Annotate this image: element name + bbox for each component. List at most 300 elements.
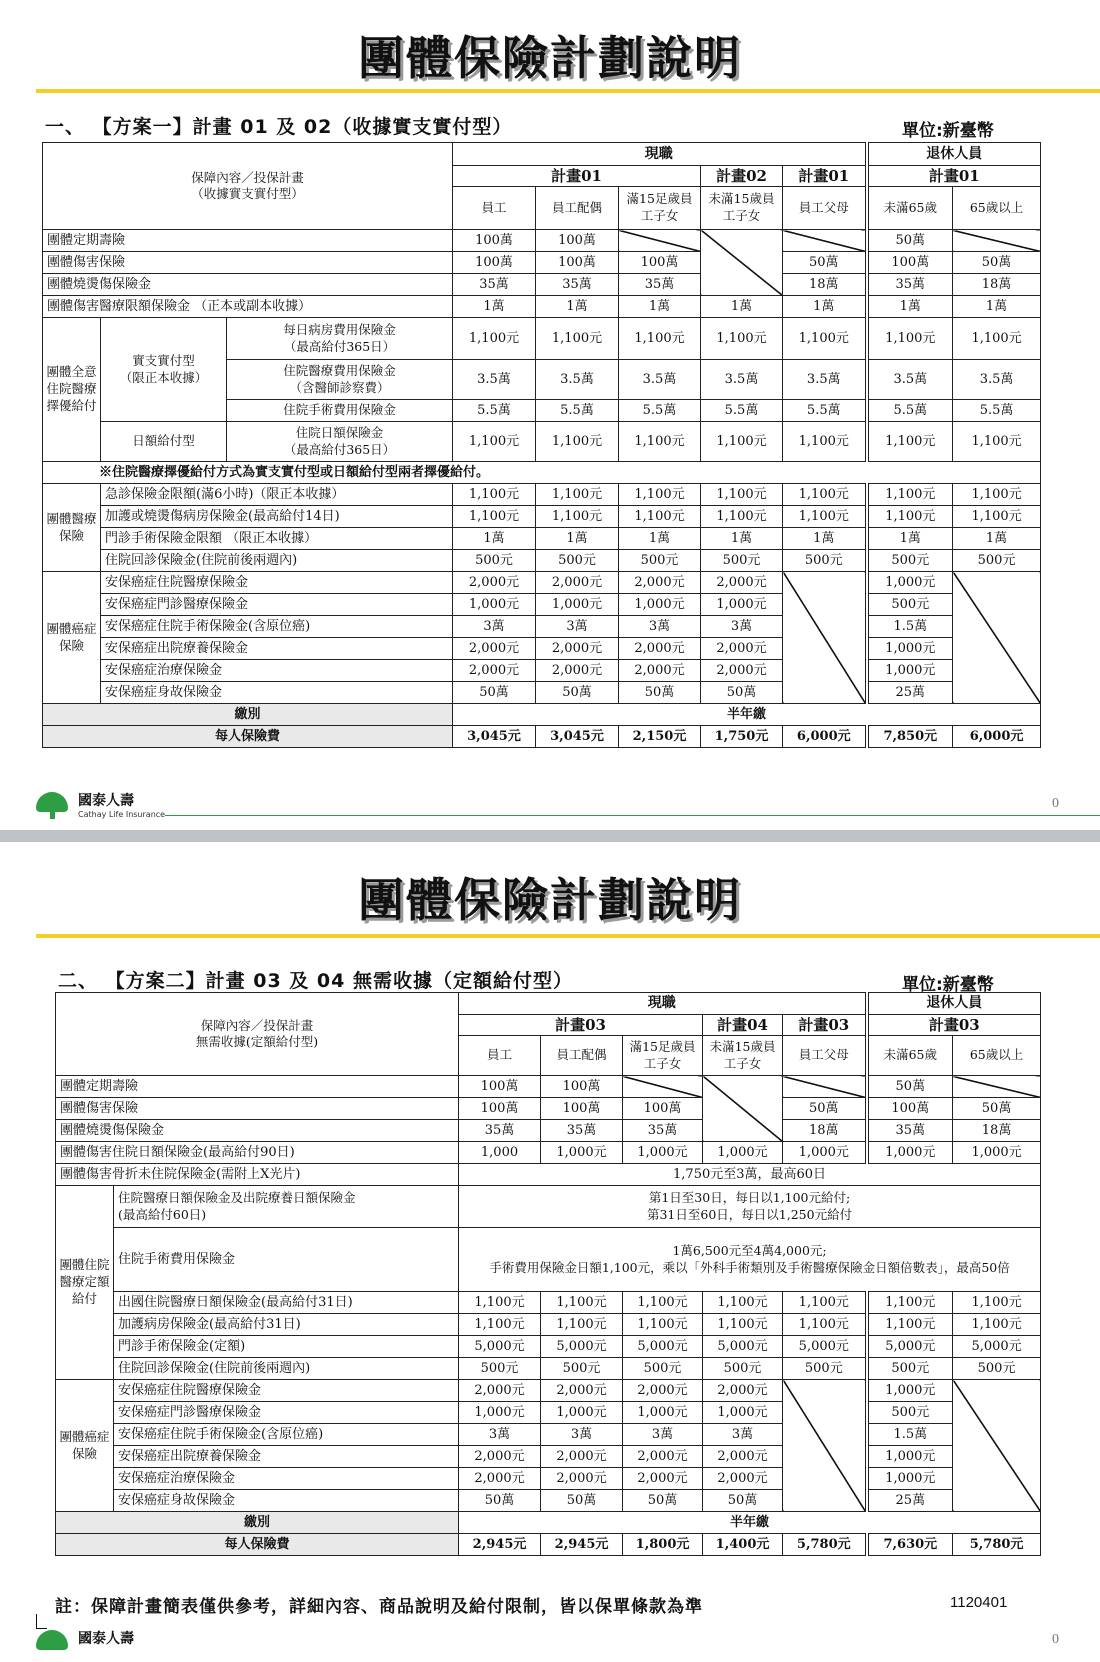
cell: 50萬 bbox=[453, 682, 536, 704]
table-row bbox=[56, 1446, 1041, 1468]
cell: 2,000元 bbox=[536, 572, 619, 594]
cell: 1.5萬 bbox=[867, 616, 953, 638]
payment-row bbox=[56, 1512, 1041, 1534]
cell: 50萬 bbox=[867, 230, 953, 252]
cell: 1,000元 bbox=[623, 1402, 703, 1424]
cell: 1,100元 bbox=[953, 484, 1041, 506]
company-logo bbox=[36, 790, 196, 824]
not-applicable-cell bbox=[953, 1380, 1041, 1512]
page-title: 團體保險計劃說明 bbox=[358, 873, 742, 927]
cell: 1,100元 bbox=[953, 506, 1041, 528]
row-label: 門診手術保險金(定額) bbox=[114, 1336, 459, 1358]
retired-header: 退休人員 bbox=[867, 993, 1041, 1015]
cell: 3萬 bbox=[541, 1424, 623, 1446]
col-header: 未滿65歲 bbox=[867, 187, 953, 230]
cell: 1萬 bbox=[953, 528, 1041, 550]
row-label: 安保癌症身故保險金 bbox=[114, 1490, 459, 1512]
cell: 18萬 bbox=[783, 274, 867, 296]
cell: 2,000元 bbox=[453, 638, 536, 660]
cell: 1,000元 bbox=[536, 594, 619, 616]
company-logo bbox=[36, 1628, 196, 1662]
cell: 1,100元 bbox=[623, 1292, 703, 1314]
payment-value: 半年繳 bbox=[453, 704, 1041, 726]
cell: 1,000元 bbox=[867, 572, 953, 594]
cell: 1,100元 bbox=[459, 1292, 541, 1314]
logo-english: Cathay Life Insurance bbox=[78, 810, 166, 819]
cell: 1,100元 bbox=[453, 484, 536, 506]
cell: 1,100元 bbox=[619, 506, 701, 528]
cell: 1,100元 bbox=[867, 1314, 953, 1336]
plan-header: 計畫04 bbox=[703, 1015, 783, 1036]
cell: 3.5萬 bbox=[619, 360, 701, 400]
merged-line: 第1日至30日，每日以1,100元給付; bbox=[648, 1190, 851, 1206]
cell: 100萬 bbox=[867, 252, 953, 274]
cell: 50萬 bbox=[459, 1490, 541, 1512]
cell: 35萬 bbox=[453, 274, 536, 296]
cell: 5,000元 bbox=[459, 1336, 541, 1358]
premium-cell: 7,630元 bbox=[867, 1534, 953, 1556]
col-header: 未滿65歲 bbox=[867, 1036, 953, 1076]
page-title: 團體保險計劃說明 bbox=[358, 31, 742, 85]
row-label: 團體傷害住院日額保險金(最高給付90日) bbox=[56, 1142, 459, 1164]
cell: 1,100元 bbox=[867, 422, 953, 462]
cell: 100萬 bbox=[459, 1076, 541, 1098]
table-row bbox=[56, 1468, 1041, 1490]
plan-header: 計畫03 bbox=[783, 1015, 867, 1036]
cell: 2,000元 bbox=[459, 1468, 541, 1490]
row-label: 團體定期壽險 bbox=[56, 1076, 459, 1098]
cell: 5,000元 bbox=[623, 1336, 703, 1358]
row-label: 加護或燒燙傷病房保險金(最高給付14日) bbox=[101, 506, 453, 528]
not-applicable-cell bbox=[619, 230, 701, 252]
row-label: 安保癌症住院醫療保險金 bbox=[114, 1380, 459, 1402]
section-heading: 一、 【方案一】計畫 01 及 02（收據實支實付型） bbox=[45, 116, 513, 138]
cell: 3.5萬 bbox=[701, 360, 783, 400]
col-header: 滿15足歲員工子女 bbox=[619, 187, 701, 230]
cell: 500元 bbox=[953, 1358, 1041, 1380]
table-row bbox=[56, 1142, 1041, 1164]
cell: 3.5萬 bbox=[453, 360, 536, 400]
cell: 2,000元 bbox=[541, 1446, 623, 1468]
cell: 1萬 bbox=[783, 296, 867, 318]
cell: 3萬 bbox=[453, 616, 536, 638]
cell: 1,100元 bbox=[701, 422, 783, 462]
premium-cell: 2,945元 bbox=[541, 1534, 623, 1556]
not-applicable-cell bbox=[623, 1076, 703, 1098]
row-label: 門診手術保險金限額 （限正本收據） bbox=[101, 528, 453, 550]
cell: 2,000元 bbox=[541, 1468, 623, 1490]
table-row bbox=[56, 1336, 1041, 1358]
cell: 3萬 bbox=[703, 1424, 783, 1446]
table-row bbox=[56, 1358, 1041, 1380]
row-label: 團體定期壽險 bbox=[43, 230, 453, 252]
plan-header: 計畫01 bbox=[783, 166, 867, 187]
cell: 50萬 bbox=[867, 1076, 953, 1098]
cell: 50萬 bbox=[541, 1490, 623, 1512]
premium-row bbox=[43, 726, 1041, 748]
cell: 100萬 bbox=[536, 252, 619, 274]
cell: 3萬 bbox=[536, 616, 619, 638]
cell: 1,100元 bbox=[619, 318, 701, 360]
not-applicable-cell bbox=[783, 1076, 867, 1098]
table-row bbox=[43, 296, 1041, 318]
cell: 500元 bbox=[867, 550, 953, 572]
header-label-type: （收據實支實付型） bbox=[191, 186, 304, 201]
row-label: 住院手術費用保險金 bbox=[227, 400, 453, 422]
type-label: 實支實付型 bbox=[132, 353, 195, 369]
merged-line: 1萬6,500元至4萬4,000元; bbox=[672, 1242, 827, 1258]
cell: 1,100元 bbox=[703, 1292, 783, 1314]
row-label: 安保癌症治療保險金 bbox=[114, 1468, 459, 1490]
plan-one-table bbox=[42, 142, 1041, 748]
cell: 100萬 bbox=[623, 1098, 703, 1120]
cell: 1,100元 bbox=[701, 484, 783, 506]
premium-cell: 6,000元 bbox=[783, 726, 867, 748]
cell: 1萬 bbox=[867, 296, 953, 318]
row-label-line: （最高給付365日） bbox=[283, 338, 396, 354]
cell: 2,000元 bbox=[619, 572, 701, 594]
col-header: 員工 bbox=[459, 1036, 541, 1076]
type-sublabel: （限正本收據） bbox=[119, 369, 208, 385]
table-row bbox=[43, 462, 1041, 484]
cell: 1,000元 bbox=[453, 594, 536, 616]
cell: 1,100元 bbox=[536, 506, 619, 528]
table-row bbox=[43, 506, 1041, 528]
row-label: 安保癌症住院手術保險金(含原位癌) bbox=[114, 1424, 459, 1446]
cell: 2,000元 bbox=[703, 1446, 783, 1468]
group-label-fixed-hospital: 團體住院醫療定額給付 bbox=[56, 1186, 114, 1380]
cell: 5.5萬 bbox=[619, 400, 701, 422]
cell: 500元 bbox=[783, 550, 867, 572]
cell: 1萬 bbox=[619, 528, 701, 550]
table-row bbox=[56, 1164, 1041, 1186]
cell: 35萬 bbox=[541, 1120, 623, 1142]
table-row bbox=[43, 594, 1041, 616]
document-code: 1120401 bbox=[950, 1594, 1008, 1611]
table-row bbox=[43, 660, 1041, 682]
cell: 500元 bbox=[867, 594, 953, 616]
cell: 1,000元 bbox=[953, 1142, 1041, 1164]
payment-row bbox=[43, 704, 1041, 726]
row-label-line: 住院日額保險金 bbox=[295, 425, 384, 441]
table-row bbox=[56, 1380, 1041, 1402]
not-applicable-cell bbox=[703, 1076, 783, 1142]
header-label: 保障內容／投保計畫 bbox=[191, 169, 304, 185]
page-number: 0 bbox=[1052, 796, 1059, 811]
cell: 35萬 bbox=[623, 1120, 703, 1142]
cell: 1,000元 bbox=[703, 1142, 783, 1164]
row-label: 團體傷害骨折未住院保險金(需附上X光片) bbox=[56, 1164, 459, 1186]
cell: 35萬 bbox=[536, 274, 619, 296]
cell: 100萬 bbox=[536, 230, 619, 252]
cell: 35萬 bbox=[867, 274, 953, 296]
col-header: 未滿15歲員工子女 bbox=[703, 1036, 783, 1076]
cell: 1,100元 bbox=[453, 422, 536, 462]
cell: 1,000 bbox=[459, 1142, 541, 1164]
title-underline bbox=[36, 934, 1100, 938]
not-applicable-cell bbox=[783, 230, 867, 252]
merged-line: 第31日至60日，每日以1,250元給付 bbox=[646, 1206, 853, 1222]
not-applicable-cell bbox=[783, 1380, 867, 1512]
cell: 5.5萬 bbox=[536, 400, 619, 422]
cell: 25萬 bbox=[867, 1490, 953, 1512]
row-label-line: 住院醫療日額保險金及出院療養日額保險金 bbox=[118, 1190, 356, 1206]
cell: 18萬 bbox=[953, 1120, 1041, 1142]
cell: 1,100元 bbox=[953, 1314, 1041, 1336]
table-row bbox=[56, 1228, 1041, 1292]
table-row bbox=[56, 1490, 1041, 1512]
cell: 1,000元 bbox=[459, 1402, 541, 1424]
cell: 1,100元 bbox=[541, 1314, 623, 1336]
cell: 3.5萬 bbox=[536, 360, 619, 400]
row-label: 團體傷害醫療限額保險金 （正本或副本收據） bbox=[43, 296, 453, 318]
cell: 5,000元 bbox=[783, 1336, 867, 1358]
cell: 2,000元 bbox=[623, 1468, 703, 1490]
cell: 3.5萬 bbox=[953, 360, 1041, 400]
row-label: 團體傷害保險 bbox=[43, 252, 453, 274]
logo-name: 國泰人壽 bbox=[78, 793, 134, 809]
cell: 1,100元 bbox=[623, 1314, 703, 1336]
cell: 5.5萬 bbox=[953, 400, 1041, 422]
cell: 1,000元 bbox=[619, 594, 701, 616]
row-label: 急診保險金限額(滿6小時)（限正本收據） bbox=[101, 484, 453, 506]
footnote: 註：保障計畫簡表僅供參考，詳細內容、商品說明及給付限制，皆以保單條款為準 bbox=[55, 1597, 703, 1617]
group-label-cancer: 團體癌症保險 bbox=[56, 1380, 114, 1512]
cell: 500元 bbox=[953, 550, 1041, 572]
cell: 1,100元 bbox=[703, 1314, 783, 1336]
cell: 1,100元 bbox=[459, 1314, 541, 1336]
current-employees-header: 現職 bbox=[453, 143, 867, 166]
cell: 1,100元 bbox=[619, 422, 701, 462]
premium-row bbox=[56, 1534, 1041, 1556]
row-label: 團體燒燙傷保險金 bbox=[43, 274, 453, 296]
cell: 1萬 bbox=[783, 528, 867, 550]
row-label: 安保癌症住院手術保險金(含原位癌) bbox=[101, 616, 453, 638]
row-label: 安保癌症出院療養保險金 bbox=[114, 1446, 459, 1468]
cell: 35萬 bbox=[459, 1120, 541, 1142]
cell: 1,000元 bbox=[541, 1402, 623, 1424]
table-row bbox=[56, 1120, 1041, 1142]
col-header: 65歲以上 bbox=[953, 1036, 1041, 1076]
cell: 1,000元 bbox=[783, 1142, 867, 1164]
cell: 1,000元 bbox=[623, 1142, 703, 1164]
col-header: 員工 bbox=[453, 187, 536, 230]
cell: 1,100元 bbox=[867, 318, 953, 360]
corner-mark bbox=[36, 1614, 47, 1629]
cell: 1,100元 bbox=[536, 422, 619, 462]
row-label-line: （含醫師診察費） bbox=[289, 379, 390, 395]
merged-cell bbox=[459, 1186, 1041, 1228]
premium-cell: 1,800元 bbox=[623, 1534, 703, 1556]
cell: 5.5萬 bbox=[867, 400, 953, 422]
group-label-cancer: 團體癌症保險 bbox=[43, 572, 101, 704]
cell: 5,000元 bbox=[541, 1336, 623, 1358]
header-label: 保障內容／投保計畫 bbox=[200, 1017, 314, 1033]
note-row: ※住院醫療擇優給付方式為實支實付型或日額給付型兩者擇優給付。 bbox=[43, 462, 1041, 484]
merged-line: 手術費用保險金日額1,100元，乘以「外科手術類別及手術醫療保險金日額倍數表」，最高50倍 bbox=[489, 1259, 1010, 1275]
cell: 50萬 bbox=[623, 1490, 703, 1512]
cell: 1,100元 bbox=[541, 1292, 623, 1314]
row-label: 安保癌症住院醫療保險金 bbox=[101, 572, 453, 594]
title-underline bbox=[36, 89, 1100, 93]
cell: 1萬 bbox=[453, 528, 536, 550]
cell: 2,000元 bbox=[453, 572, 536, 594]
retired-header: 退休人員 bbox=[867, 143, 1041, 166]
cell: 100萬 bbox=[867, 1098, 953, 1120]
cell: 5,000元 bbox=[953, 1336, 1041, 1358]
cell: 1,000元 bbox=[867, 1468, 953, 1490]
row-label: 安保癌症門診醫療保險金 bbox=[114, 1402, 459, 1424]
cell: 2,000元 bbox=[619, 660, 701, 682]
table-row bbox=[43, 318, 1041, 360]
page-number: 0 bbox=[1052, 1632, 1059, 1647]
plan-header: 計畫03 bbox=[867, 1015, 1041, 1036]
table-row bbox=[56, 1314, 1041, 1336]
row-label bbox=[227, 360, 453, 400]
cell: 1,100元 bbox=[783, 318, 867, 360]
not-applicable-cell bbox=[953, 230, 1041, 252]
row-label-line: （最高給付365日） bbox=[283, 441, 396, 457]
plan-header: 計畫02 bbox=[701, 166, 783, 187]
cell: 1,000元 bbox=[541, 1142, 623, 1164]
cell: 1,100元 bbox=[953, 422, 1041, 462]
cell: 3萬 bbox=[623, 1424, 703, 1446]
cell: 1萬 bbox=[953, 296, 1041, 318]
payment-value: 半年繳 bbox=[459, 1512, 1041, 1534]
cell: 1,100元 bbox=[953, 1292, 1041, 1314]
row-label: 安保癌症門診醫療保險金 bbox=[101, 594, 453, 616]
cell: 1,000元 bbox=[701, 594, 783, 616]
unit-label: 單位:新臺幣 bbox=[902, 975, 994, 995]
slide-plan-two bbox=[0, 842, 1100, 1649]
cell: 3萬 bbox=[701, 616, 783, 638]
slide-plan-one bbox=[0, 0, 1100, 830]
group-label-medical: 團體醫療保險 bbox=[43, 484, 101, 572]
cell: 1,100元 bbox=[783, 422, 867, 462]
premium-cell: 1,750元 bbox=[701, 726, 783, 748]
row-label: 團體傷害保險 bbox=[56, 1098, 459, 1120]
premium-cell: 3,045元 bbox=[536, 726, 619, 748]
cell: 5.5萬 bbox=[453, 400, 536, 422]
table-row bbox=[56, 1424, 1041, 1446]
cell: 500元 bbox=[867, 1402, 953, 1424]
cell: 50萬 bbox=[619, 682, 701, 704]
section-heading: 二、 【方案二】計畫 03 及 04 無需收據（定額給付型） bbox=[58, 970, 573, 992]
cell: 2,000元 bbox=[701, 572, 783, 594]
cell: 1,100元 bbox=[867, 506, 953, 528]
cell: 50萬 bbox=[703, 1490, 783, 1512]
row-label bbox=[114, 1186, 459, 1228]
premium-cell: 2,150元 bbox=[619, 726, 701, 748]
cell: 1萬 bbox=[453, 296, 536, 318]
cell: 1,100元 bbox=[536, 318, 619, 360]
table-row bbox=[56, 1098, 1041, 1120]
plan-two-table bbox=[55, 992, 1041, 1556]
table-row bbox=[43, 638, 1041, 660]
cell: 100萬 bbox=[459, 1098, 541, 1120]
cell: 1,100元 bbox=[536, 484, 619, 506]
cell: 1,000元 bbox=[867, 1380, 953, 1402]
table-row bbox=[56, 1076, 1041, 1098]
merged-cell bbox=[459, 1228, 1041, 1292]
table-row bbox=[43, 484, 1041, 506]
group-label-hospital: 團體全意住院醫療擇優給付 bbox=[43, 318, 101, 462]
cell: 1萬 bbox=[619, 296, 701, 318]
plan-header: 計畫03 bbox=[459, 1015, 703, 1036]
cell: 1,000元 bbox=[867, 638, 953, 660]
cell: 5,000元 bbox=[867, 1336, 953, 1358]
row-label: 加護病房保險金(最高給付31日) bbox=[114, 1314, 459, 1336]
cell: 1,000元 bbox=[867, 1142, 953, 1164]
cell: 100萬 bbox=[453, 252, 536, 274]
cell: 500元 bbox=[623, 1358, 703, 1380]
not-applicable-cell bbox=[701, 230, 783, 296]
row-label: 安保癌症身故保險金 bbox=[101, 682, 453, 704]
premium-cell: 1,400元 bbox=[703, 1534, 783, 1556]
cell: 1萬 bbox=[701, 296, 783, 318]
row-label: 住院手術費用保險金 bbox=[114, 1228, 459, 1292]
cell: 500元 bbox=[541, 1358, 623, 1380]
table-row bbox=[56, 1402, 1041, 1424]
cell: 2,000元 bbox=[459, 1380, 541, 1402]
footer-line bbox=[165, 815, 1100, 816]
not-applicable-cell bbox=[953, 1076, 1041, 1098]
cell: 1,100元 bbox=[701, 318, 783, 360]
cell: 1,100元 bbox=[867, 484, 953, 506]
cell: 2,000元 bbox=[623, 1380, 703, 1402]
type-label-daily: 日額給付型 bbox=[101, 422, 227, 462]
premium-cell: 2,945元 bbox=[459, 1534, 541, 1556]
tree-logo-icon bbox=[36, 792, 68, 812]
cell: 1.5萬 bbox=[867, 1424, 953, 1446]
slide-divider bbox=[0, 830, 1100, 842]
cell: 1萬 bbox=[701, 528, 783, 550]
merged-cell: 1,750元至3萬，最高60日 bbox=[459, 1164, 1041, 1186]
cell: 100萬 bbox=[541, 1076, 623, 1098]
row-label-line: (最高給付60日) bbox=[118, 1206, 207, 1222]
cell: 25萬 bbox=[867, 682, 953, 704]
cell: 100萬 bbox=[619, 252, 701, 274]
header-cell bbox=[56, 993, 459, 1076]
col-header: 員工配偶 bbox=[536, 187, 619, 230]
cell: 500元 bbox=[459, 1358, 541, 1380]
cell: 500元 bbox=[867, 1358, 953, 1380]
row-label: 出國住院醫療日額保險金(最高給付31日) bbox=[114, 1292, 459, 1314]
cell: 2,000元 bbox=[703, 1380, 783, 1402]
table-row bbox=[56, 1186, 1041, 1228]
row-label: 住院回診保險金(住院前後兩週內) bbox=[101, 550, 453, 572]
table-row bbox=[43, 682, 1041, 704]
premium-cell: 5,780元 bbox=[953, 1534, 1041, 1556]
cell: 1萬 bbox=[536, 296, 619, 318]
cell: 500元 bbox=[703, 1358, 783, 1380]
header-label-type: 無需收據(定額給付型) bbox=[195, 1034, 319, 1049]
table-row bbox=[43, 550, 1041, 572]
cell: 1,000元 bbox=[703, 1402, 783, 1424]
cell: 2,000元 bbox=[536, 660, 619, 682]
cell: 2,000元 bbox=[703, 1468, 783, 1490]
col-header: 員工父母 bbox=[783, 1036, 867, 1076]
payment-label: 繳別 bbox=[56, 1512, 459, 1534]
cell: 18萬 bbox=[783, 1120, 867, 1142]
cell: 1,100元 bbox=[867, 1292, 953, 1314]
table-row bbox=[43, 572, 1041, 594]
cell: 1,100元 bbox=[783, 1314, 867, 1336]
premium-cell: 6,000元 bbox=[953, 726, 1041, 748]
cell: 1,100元 bbox=[453, 318, 536, 360]
cell: 2,000元 bbox=[701, 660, 783, 682]
cell: 100萬 bbox=[453, 230, 536, 252]
